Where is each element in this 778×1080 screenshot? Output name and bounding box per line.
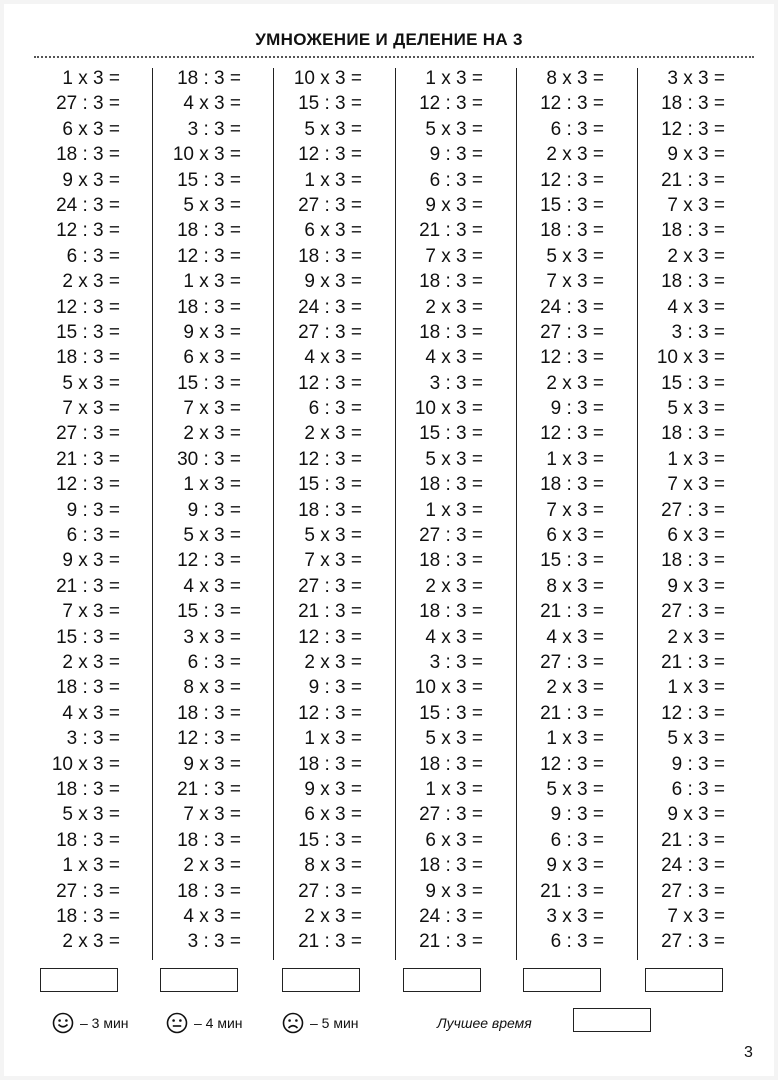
legend-neutral <box>166 1008 243 1038</box>
exercise-item: 27 : 3 = <box>56 423 120 445</box>
exercise-item: 21 : 3 = <box>540 702 604 724</box>
legend-sad <box>282 1008 359 1038</box>
exercise-item: 12 : 3 = <box>177 245 241 267</box>
exercise-item: 4 x 3 = <box>425 626 483 648</box>
exercise-item: 18 : 3 = <box>177 220 241 242</box>
exercise-item: 2 x 3 = <box>546 144 604 166</box>
exercise-item: 5 x 3 = <box>546 245 604 267</box>
page-title: УМНОЖЕНИЕ И ДЕЛЕНИЕ НА 3 <box>255 30 523 49</box>
exercise-item: 1 x 3 = <box>183 271 241 293</box>
column-divider <box>273 68 274 960</box>
exercise-item: 6 x 3 = <box>425 829 483 851</box>
exercise-item: 3 : 3 = <box>429 651 483 673</box>
exercise-item: 15 : 3 = <box>298 829 362 851</box>
exercise-item: 2 x 3 = <box>425 575 483 597</box>
exercise-item: 27 : 3 = <box>298 880 362 902</box>
exercise-column-6 <box>611 66 731 955</box>
exercise-item: 12 : 3 = <box>298 144 362 166</box>
exercise-item: 7 x 3 = <box>183 398 241 420</box>
exercise-item: 3 x 3 = <box>183 626 241 648</box>
exercise-item: 3 : 3 = <box>187 931 241 953</box>
worksheet-page <box>4 4 774 1076</box>
exercise-item: 1 x 3 = <box>425 68 483 89</box>
exercise-item: 2 x 3 = <box>304 905 362 927</box>
exercise-item: 18 : 3 = <box>56 905 120 927</box>
time-box-col-2[interactable] <box>160 968 238 992</box>
exercise-item: 27 : 3 = <box>419 525 483 547</box>
time-box-col-6[interactable] <box>645 968 723 992</box>
exercise-item: 3 : 3 = <box>66 728 120 750</box>
exercise-item: 5 x 3 = <box>667 398 725 420</box>
exercise-item: 2 x 3 = <box>667 245 725 267</box>
exercise-item: 9 x 3 = <box>304 271 362 293</box>
legend-label: – 4 мин <box>194 1015 243 1031</box>
legend-label: – 3 мин <box>80 1015 129 1031</box>
exercise-item: 5 x 3 = <box>546 778 604 800</box>
exercise-item: 3 x 3 = <box>667 68 725 89</box>
exercise-item: 27 : 3 = <box>540 321 604 343</box>
exercise-item: 27 : 3 = <box>419 804 483 826</box>
exercise-item: 5 x 3 = <box>304 525 362 547</box>
exercise-item: 18 : 3 = <box>661 550 725 572</box>
exercise-item: 8 x 3 = <box>304 855 362 877</box>
exercise-item: 15 : 3 = <box>177 372 241 394</box>
exercise-item: 12 : 3 = <box>661 118 725 140</box>
exercise-item: 27 : 3 = <box>298 194 362 216</box>
exercise-item: 7 x 3 = <box>62 601 120 623</box>
exercise-item: 7 x 3 = <box>304 550 362 572</box>
exercise-item: 18 : 3 = <box>56 829 120 851</box>
exercise-item: 7 x 3 = <box>62 398 120 420</box>
exercise-item: 27 : 3 = <box>661 880 725 902</box>
exercise-item: 6 x 3 = <box>62 118 120 140</box>
exercise-item: 1 x 3 = <box>304 169 362 191</box>
exercise-item: 6 x 3 = <box>304 804 362 826</box>
exercise-item: 10 x 3 = <box>656 347 725 369</box>
exercise-item: 5 x 3 = <box>425 118 483 140</box>
dotted-divider <box>34 56 754 58</box>
exercise-item: 9 x 3 = <box>667 575 725 597</box>
exercise-item: 24 : 3 = <box>540 296 604 318</box>
exercise-item: 18 : 3 = <box>298 753 362 775</box>
exercise-item: 4 x 3 = <box>62 702 120 724</box>
exercise-item: 5 x 3 = <box>62 804 120 826</box>
exercise-item: 18 : 3 = <box>419 601 483 623</box>
exercise-item: 8 x 3 = <box>183 677 241 699</box>
exercise-item: 18 : 3 = <box>177 68 241 89</box>
exercise-item: 18 : 3 = <box>419 855 483 877</box>
exercise-item: 12 : 3 = <box>540 347 604 369</box>
exercise-item: 21 : 3 = <box>298 601 362 623</box>
exercise-item: 18 : 3 = <box>661 220 725 242</box>
exercise-item: 6 x 3 = <box>304 220 362 242</box>
best-time-label: Лучшее время <box>437 1015 532 1031</box>
exercise-item: 10 x 3 = <box>51 753 120 775</box>
exercise-item: 9 x 3 = <box>546 855 604 877</box>
exercise-item: 15 : 3 = <box>661 372 725 394</box>
exercise-item: 18 : 3 = <box>177 880 241 902</box>
exercise-item: 15 : 3 = <box>298 474 362 496</box>
exercise-item: 10 x 3 = <box>414 398 483 420</box>
exercise-item: 2 x 3 = <box>546 372 604 394</box>
exercise-item: 1 x 3 = <box>62 855 120 877</box>
exercise-item: 10 x 3 = <box>172 144 241 166</box>
legend-smile <box>52 1008 129 1038</box>
column-divider <box>516 68 517 960</box>
exercise-item: 7 x 3 = <box>667 905 725 927</box>
exercise-item: 21 : 3 = <box>661 169 725 191</box>
exercise-item: 27 : 3 = <box>540 651 604 673</box>
exercise-item: 2 x 3 = <box>62 931 120 953</box>
exercise-item: 6 : 3 = <box>187 651 241 673</box>
exercise-item: 12 : 3 = <box>298 702 362 724</box>
exercise-item: 21 : 3 = <box>56 448 120 470</box>
time-box-col-3[interactable] <box>282 968 360 992</box>
exercise-item: 7 x 3 = <box>546 499 604 521</box>
exercise-item: 6 : 3 = <box>308 398 362 420</box>
exercise-item: 9 x 3 = <box>62 550 120 572</box>
exercise-item: 18 : 3 = <box>56 677 120 699</box>
exercise-item: 4 x 3 = <box>425 347 483 369</box>
exercise-item: 2 x 3 = <box>62 271 120 293</box>
exercise-item: 27 : 3 = <box>298 321 362 343</box>
exercise-item: 3 : 3 = <box>187 118 241 140</box>
time-box-col-4[interactable] <box>403 968 481 992</box>
exercise-item: 18 : 3 = <box>540 220 604 242</box>
exercise-item: 1 x 3 = <box>667 448 725 470</box>
exercise-item: 15 : 3 = <box>298 93 362 115</box>
exercise-item: 27 : 3 = <box>56 880 120 902</box>
legend-label: – 5 мин <box>310 1015 359 1031</box>
exercise-item: 18 : 3 = <box>177 702 241 724</box>
exercise-item: 4 x 3 = <box>183 93 241 115</box>
exercise-item: 21 : 3 = <box>661 829 725 851</box>
exercise-item: 7 x 3 = <box>183 804 241 826</box>
exercise-item: 18 : 3 = <box>419 271 483 293</box>
exercise-item: 18 : 3 = <box>419 321 483 343</box>
exercise-item: 15 : 3 = <box>540 194 604 216</box>
exercise-item: 3 : 3 = <box>671 321 725 343</box>
exercise-item: 15 : 3 = <box>177 169 241 191</box>
exercise-item: 24 : 3 = <box>661 855 725 877</box>
exercise-item: 18 : 3 = <box>177 296 241 318</box>
exercise-item: 9 : 3 = <box>187 499 241 521</box>
exercise-item: 12 : 3 = <box>419 93 483 115</box>
exercise-item: 18 : 3 = <box>56 144 120 166</box>
exercise-item: 6 : 3 = <box>550 118 604 140</box>
exercise-item: 6 x 3 = <box>183 347 241 369</box>
exercise-item: 9 x 3 = <box>304 778 362 800</box>
exercise-item: 27 : 3 = <box>298 575 362 597</box>
exercise-item: 5 x 3 = <box>667 728 725 750</box>
exercise-item: 9 : 3 = <box>308 677 362 699</box>
exercise-item: 18 : 3 = <box>419 550 483 572</box>
exercise-item: 18 : 3 = <box>298 499 362 521</box>
exercise-item: 21 : 3 = <box>540 880 604 902</box>
exercise-item: 9 : 3 = <box>671 753 725 775</box>
exercise-item: 30 : 3 = <box>177 448 241 470</box>
neutral-face-icon <box>166 1012 188 1034</box>
exercise-item: 12 : 3 = <box>56 296 120 318</box>
exercise-item: 18 : 3 = <box>298 245 362 267</box>
exercise-item: 2 x 3 = <box>425 296 483 318</box>
exercise-item: 3 x 3 = <box>546 905 604 927</box>
exercise-item: 27 : 3 = <box>661 499 725 521</box>
exercise-item: 9 : 3 = <box>429 144 483 166</box>
exercise-item: 27 : 3 = <box>56 93 120 115</box>
exercise-item: 5 x 3 = <box>304 118 362 140</box>
exercise-item: 12 : 3 = <box>540 93 604 115</box>
sad-face-icon <box>282 1012 304 1034</box>
exercise-column-2 <box>127 66 247 955</box>
exercise-column-3 <box>248 66 368 955</box>
exercise-item: 6 : 3 = <box>671 778 725 800</box>
exercise-item: 15 : 3 = <box>419 423 483 445</box>
exercise-item: 2 x 3 = <box>183 855 241 877</box>
exercise-item: 24 : 3 = <box>298 296 362 318</box>
exercise-item: 4 x 3 = <box>183 575 241 597</box>
exercise-item: 4 x 3 = <box>546 626 604 648</box>
exercise-item: 1 x 3 = <box>62 68 120 89</box>
exercise-item: 6 : 3 = <box>429 169 483 191</box>
exercise-item: 2 x 3 = <box>304 423 362 445</box>
exercise-item: 18 : 3 = <box>56 778 120 800</box>
exercise-item: 7 x 3 = <box>425 245 483 267</box>
exercise-item: 15 : 3 = <box>177 601 241 623</box>
exercise-item: 9 : 3 = <box>66 499 120 521</box>
exercise-item: 5 x 3 = <box>425 728 483 750</box>
column-divider <box>395 68 396 960</box>
exercise-item: 9 x 3 = <box>425 880 483 902</box>
exercise-item: 12 : 3 = <box>298 626 362 648</box>
exercise-item: 12 : 3 = <box>56 474 120 496</box>
exercise-item: 1 x 3 = <box>183 474 241 496</box>
exercise-item: 2 x 3 = <box>304 651 362 673</box>
exercise-item: 1 x 3 = <box>425 499 483 521</box>
exercise-item: 12 : 3 = <box>298 448 362 470</box>
exercise-item: 24 : 3 = <box>419 905 483 927</box>
exercise-item: 6 : 3 = <box>550 829 604 851</box>
exercise-item: 18 : 3 = <box>661 93 725 115</box>
exercise-item: 12 : 3 = <box>540 423 604 445</box>
exercise-item: 9 x 3 = <box>62 169 120 191</box>
exercise-item: 1 x 3 = <box>425 778 483 800</box>
exercise-item: 27 : 3 = <box>661 601 725 623</box>
exercise-item: 3 : 3 = <box>429 372 483 394</box>
exercise-item: 5 x 3 = <box>425 448 483 470</box>
exercise-item: 18 : 3 = <box>419 753 483 775</box>
exercise-item: 5 x 3 = <box>183 525 241 547</box>
exercise-item: 10 x 3 = <box>414 677 483 699</box>
exercise-item: 18 : 3 = <box>177 829 241 851</box>
exercise-item: 1 x 3 = <box>667 677 725 699</box>
exercise-item: 1 x 3 = <box>546 448 604 470</box>
column-divider <box>152 68 153 960</box>
exercise-item: 9 : 3 = <box>550 398 604 420</box>
exercise-item: 4 x 3 = <box>304 347 362 369</box>
time-box-col-1[interactable] <box>40 968 118 992</box>
exercise-item: 8 x 3 = <box>546 68 604 89</box>
exercise-column-5 <box>490 66 610 955</box>
exercise-item: 8 x 3 = <box>546 575 604 597</box>
exercise-item: 6 : 3 = <box>550 931 604 953</box>
exercise-item: 21 : 3 = <box>419 931 483 953</box>
exercise-item: 12 : 3 = <box>540 169 604 191</box>
exercise-item: 5 x 3 = <box>62 372 120 394</box>
exercise-item: 9 : 3 = <box>550 804 604 826</box>
exercise-item: 4 x 3 = <box>183 905 241 927</box>
exercise-item: 21 : 3 = <box>56 575 120 597</box>
exercise-item: 18 : 3 = <box>540 474 604 496</box>
smiling-face-icon <box>52 1012 74 1034</box>
page-number: 3 <box>744 1044 753 1061</box>
exercise-item: 18 : 3 = <box>661 271 725 293</box>
exercise-item: 24 : 3 = <box>56 194 120 216</box>
exercise-item: 9 x 3 = <box>667 144 725 166</box>
exercise-item: 9 x 3 = <box>667 804 725 826</box>
exercise-item: 12 : 3 = <box>661 702 725 724</box>
exercise-item: 12 : 3 = <box>56 220 120 242</box>
exercise-item: 21 : 3 = <box>419 220 483 242</box>
exercise-item: 15 : 3 = <box>419 702 483 724</box>
exercise-item: 2 x 3 = <box>667 626 725 648</box>
exercise-item: 4 x 3 = <box>667 296 725 318</box>
exercise-item: 2 x 3 = <box>183 423 241 445</box>
exercise-item: 12 : 3 = <box>540 753 604 775</box>
exercise-item: 6 x 3 = <box>667 525 725 547</box>
exercise-item: 2 x 3 = <box>62 651 120 673</box>
exercise-item: 1 x 3 = <box>546 728 604 750</box>
exercise-item: 9 x 3 = <box>183 321 241 343</box>
exercise-item: 10 x 3 = <box>293 68 362 89</box>
exercise-item: 12 : 3 = <box>298 372 362 394</box>
exercise-column-1 <box>6 66 126 955</box>
exercise-item: 12 : 3 = <box>177 550 241 572</box>
exercise-item: 21 : 3 = <box>661 651 725 673</box>
exercise-item: 6 x 3 = <box>546 525 604 547</box>
exercise-item: 21 : 3 = <box>177 778 241 800</box>
exercise-item: 6 : 3 = <box>66 245 120 267</box>
exercise-item: 15 : 3 = <box>56 626 120 648</box>
exercise-item: 7 x 3 = <box>667 474 725 496</box>
exercise-item: 1 x 3 = <box>304 728 362 750</box>
time-box-col-5[interactable] <box>523 968 601 992</box>
exercise-column-4 <box>369 66 489 955</box>
exercise-item: 15 : 3 = <box>540 550 604 572</box>
exercise-item: 21 : 3 = <box>298 931 362 953</box>
exercise-item: 18 : 3 = <box>56 347 120 369</box>
exercise-item: 21 : 3 = <box>540 601 604 623</box>
exercise-item: 27 : 3 = <box>661 931 725 953</box>
best-time-box[interactable] <box>573 1008 651 1032</box>
exercise-item: 5 x 3 = <box>183 194 241 216</box>
exercise-item: 9 x 3 = <box>183 753 241 775</box>
exercise-item: 2 x 3 = <box>546 677 604 699</box>
exercise-item: 15 : 3 = <box>56 321 120 343</box>
exercise-item: 18 : 3 = <box>419 474 483 496</box>
exercise-item: 7 x 3 = <box>667 194 725 216</box>
exercise-item: 12 : 3 = <box>177 728 241 750</box>
exercise-item: 7 x 3 = <box>546 271 604 293</box>
column-divider <box>637 68 638 960</box>
exercise-item: 6 : 3 = <box>66 525 120 547</box>
exercise-item: 9 x 3 = <box>425 194 483 216</box>
exercise-item: 18 : 3 = <box>661 423 725 445</box>
